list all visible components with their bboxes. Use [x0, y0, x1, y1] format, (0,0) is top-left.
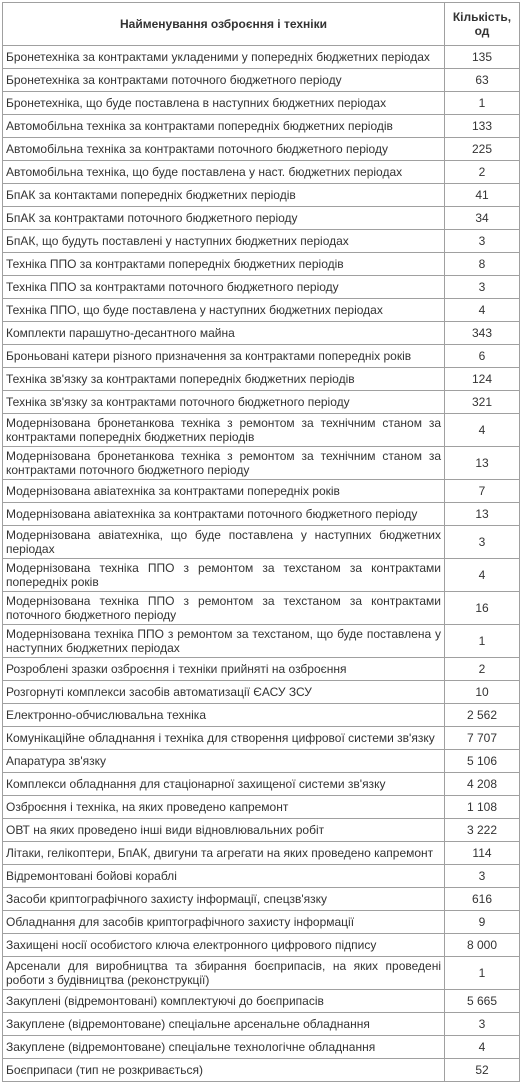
table-row — [3, 138, 520, 161]
item-quantity-cell: 13 — [445, 503, 520, 526]
item-name-cell: Арсенали для виробництва та збирання боєприпасів, на яких проведені роботи з будівництва (реконструкції) — [3, 957, 445, 990]
item-name-cell: Обладнання для засобів криптографічного захисту інформації — [3, 911, 445, 934]
item-quantity-cell: 16 — [445, 592, 520, 625]
table-row — [3, 161, 520, 184]
item-quantity-cell: 7 707 — [445, 727, 520, 750]
item-name-cell: Техніка ППО, що буде поставлена у наступних бюджетних періодах — [3, 299, 445, 322]
item-quantity-cell: 3 — [445, 230, 520, 253]
item-quantity-cell: 3 — [445, 526, 520, 559]
item-name-cell: Захищені носії особистого ключа електронного цифрового підпису — [3, 934, 445, 957]
table-row — [3, 1059, 520, 1082]
table-row — [3, 184, 520, 207]
item-quantity-cell: 1 108 — [445, 796, 520, 819]
table-row — [3, 480, 520, 503]
table-body — [3, 46, 520, 1082]
item-quantity-cell: 321 — [445, 391, 520, 414]
item-quantity-cell: 225 — [445, 138, 520, 161]
item-name-cell: Комунікаційне обладнання і техніка для створення цифрової системи зв'язку — [3, 727, 445, 750]
item-quantity-cell: 8 — [445, 253, 520, 276]
item-name-cell: Засоби криптографічного захисту інформації, спецзв'язку — [3, 888, 445, 911]
item-quantity-cell: 4 — [445, 299, 520, 322]
item-name-cell: Відремонтовані бойові кораблі — [3, 865, 445, 888]
item-name-cell: Боєприпаси (тип не розкривається) — [3, 1059, 445, 1082]
header-name: Найменування озброєння і техніки — [3, 3, 445, 46]
item-quantity-cell: 3 — [445, 1013, 520, 1036]
item-quantity-cell: 4 — [445, 559, 520, 592]
table-row — [3, 92, 520, 115]
item-quantity-cell: 1 — [445, 92, 520, 115]
item-name-cell: Модернізована авіатехніка за контрактами поточного бюджетного періоду — [3, 503, 445, 526]
table-row — [3, 230, 520, 253]
item-name-cell: Модернізована авіатехніка, що буде поставлена у наступних бюджетних періодах — [3, 526, 445, 559]
header-quantity: Кількість, од — [445, 3, 520, 46]
table-row — [3, 503, 520, 526]
table-row — [3, 865, 520, 888]
table-row — [3, 842, 520, 865]
table-row — [3, 957, 520, 990]
weapons-table — [2, 2, 520, 1082]
item-name-cell: Озброєння і техніка, на яких проведено капремонт — [3, 796, 445, 819]
item-name-cell: Броньовані катери різного призначення за контрактами попередніх років — [3, 345, 445, 368]
item-quantity-cell: 6 — [445, 345, 520, 368]
item-quantity-cell: 2 — [445, 658, 520, 681]
item-quantity-cell: 3 — [445, 865, 520, 888]
item-quantity-cell: 133 — [445, 115, 520, 138]
item-quantity-cell: 3 222 — [445, 819, 520, 842]
item-quantity-cell: 3 — [445, 276, 520, 299]
item-name-cell: Електронно-обчислювальна техніка — [3, 704, 445, 727]
table-row — [3, 69, 520, 92]
item-name-cell: Закуплене (відремонтоване) спеціальне арсенальне обладнання — [3, 1013, 445, 1036]
item-quantity-cell: 13 — [445, 447, 520, 480]
table-row — [3, 299, 520, 322]
item-name-cell: Закуплене (відремонтоване) спеціальне технологічне обладнання — [3, 1036, 445, 1059]
item-name-cell: Комплекти парашутно-десантного майна — [3, 322, 445, 345]
item-quantity-cell: 124 — [445, 368, 520, 391]
table-row — [3, 368, 520, 391]
table-row — [3, 46, 520, 69]
item-name-cell: Автомобільна техніка за контрактами попередніх бюджетних періодів — [3, 115, 445, 138]
item-name-cell: Модернізована бронетанкова техніка з ремонтом за технічним станом за контрактами попередніх бюджетних періодів — [3, 414, 445, 447]
item-quantity-cell: 10 — [445, 681, 520, 704]
item-quantity-cell: 41 — [445, 184, 520, 207]
table-row — [3, 526, 520, 559]
table-row — [3, 704, 520, 727]
item-name-cell: Модернізована техніка ППО з ремонтом за техстаном за контрактами поточного бюджетного періоду — [3, 592, 445, 625]
table-row — [3, 727, 520, 750]
item-quantity-cell: 1 — [445, 625, 520, 658]
item-quantity-cell: 5 665 — [445, 990, 520, 1013]
item-name-cell: Модернізована техніка ППО з ремонтом за техстаном, що буде поставлена у наступних бюджетних періодах — [3, 625, 445, 658]
table-row — [3, 625, 520, 658]
table-row — [3, 888, 520, 911]
table-row — [3, 207, 520, 230]
item-name-cell: Апаратура зв'язку — [3, 750, 445, 773]
item-quantity-cell: 5 106 — [445, 750, 520, 773]
item-name-cell: Модернізована бронетанкова техніка з ремонтом за технічним станом за контрактами поточного бюджетного періоду — [3, 447, 445, 480]
item-name-cell: БпАК, що будуть поставлені у наступних бюджетних періодах — [3, 230, 445, 253]
item-quantity-cell: 2 562 — [445, 704, 520, 727]
table-row — [3, 796, 520, 819]
item-name-cell: Модернізована авіатехніка за контрактами попередніх років — [3, 480, 445, 503]
item-name-cell: Техніка зв'язку за контрактами поточного бюджетного періоду — [3, 391, 445, 414]
table-row — [3, 681, 520, 704]
table-row — [3, 447, 520, 480]
table-row — [3, 559, 520, 592]
item-name-cell: Модернізована техніка ППО з ремонтом за техстаном за контрактами попередніх років — [3, 559, 445, 592]
table-row — [3, 934, 520, 957]
table-row — [3, 322, 520, 345]
table-row — [3, 750, 520, 773]
item-quantity-cell: 4 — [445, 1036, 520, 1059]
item-quantity-cell: 114 — [445, 842, 520, 865]
item-name-cell: Комплекси обладнання для стаціонарної захищеної системи зв'язку — [3, 773, 445, 796]
item-quantity-cell: 135 — [445, 46, 520, 69]
item-quantity-cell: 63 — [445, 69, 520, 92]
table-row — [3, 115, 520, 138]
table-row — [3, 391, 520, 414]
item-name-cell: Техніка ППО за контрактами попередніх бюджетних періодів — [3, 253, 445, 276]
table-header-row — [3, 3, 520, 46]
item-quantity-cell: 4 — [445, 414, 520, 447]
item-name-cell: Закуплені (відремонтовані) комплектуючі до боєприпасів — [3, 990, 445, 1013]
item-quantity-cell: 343 — [445, 322, 520, 345]
table-row — [3, 592, 520, 625]
item-name-cell: Бронетехніка, що буде поставлена в наступних бюджетних періодах — [3, 92, 445, 115]
item-quantity-cell: 34 — [445, 207, 520, 230]
table-row — [3, 773, 520, 796]
table-row — [3, 414, 520, 447]
table-row — [3, 345, 520, 368]
table-row — [3, 990, 520, 1013]
table-row — [3, 1036, 520, 1059]
item-quantity-cell: 2 — [445, 161, 520, 184]
table-row — [3, 276, 520, 299]
item-quantity-cell: 7 — [445, 480, 520, 503]
item-quantity-cell: 8 000 — [445, 934, 520, 957]
item-name-cell: Техніка ППО за контрактами поточного бюджетного періоду — [3, 276, 445, 299]
table-row — [3, 253, 520, 276]
item-name-cell: Бронетехніка за контрактами укладеними у попередніх бюджетних періодах — [3, 46, 445, 69]
item-quantity-cell: 616 — [445, 888, 520, 911]
table-row — [3, 819, 520, 842]
item-quantity-cell: 4 208 — [445, 773, 520, 796]
item-name-cell: Розгорнуті комплекси засобів автоматизації ЄАСУ ЗСУ — [3, 681, 445, 704]
item-name-cell: Бронетехніка за контрактами поточного бюджетного періоду — [3, 69, 445, 92]
item-name-cell: Автомобільна техніка за контрактами поточного бюджетного періоду — [3, 138, 445, 161]
item-name-cell: БпАК за контактами попередніх бюджетних періодів — [3, 184, 445, 207]
item-name-cell: Літаки, гелікоптери, БпАК, двигуни та агрегати на яких проведено капремонт — [3, 842, 445, 865]
table-row — [3, 1013, 520, 1036]
table-row — [3, 658, 520, 681]
item-name-cell: ОВТ на яких проведено інші види відновлювальних робіт — [3, 819, 445, 842]
item-name-cell: БпАК за контрактами поточного бюджетного періоду — [3, 207, 445, 230]
item-name-cell: Автомобільна техніка, що буде поставлена у наст. бюджетних періодах — [3, 161, 445, 184]
item-quantity-cell: 9 — [445, 911, 520, 934]
table-row — [3, 911, 520, 934]
item-quantity-cell: 1 — [445, 957, 520, 990]
item-name-cell: Розроблені зразки озброєння і техніки прийняті на озброєння — [3, 658, 445, 681]
item-name-cell: Техніка зв'язку за контрактами попередніх бюджетних періодів — [3, 368, 445, 391]
item-quantity-cell: 52 — [445, 1059, 520, 1082]
